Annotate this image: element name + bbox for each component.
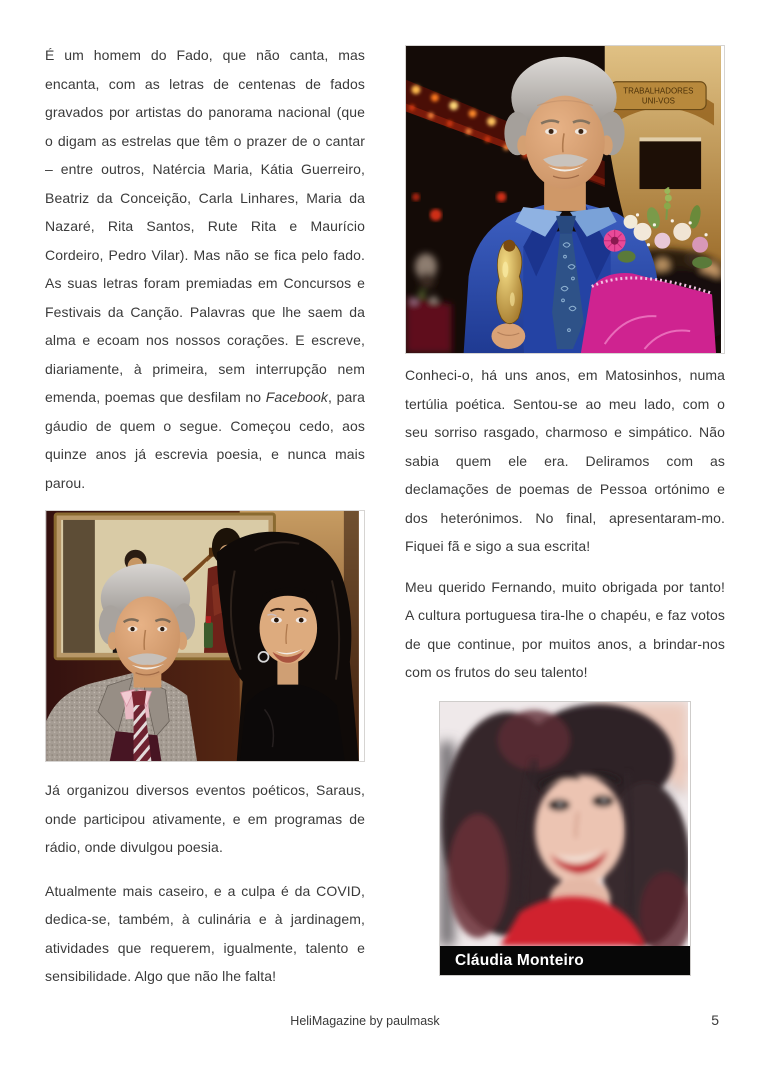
left-column xyxy=(45,41,365,991)
photo-couple-fado-painting xyxy=(45,510,365,762)
photo-portrait-block xyxy=(439,701,691,976)
portrait-caption: Cláudia Monteiro xyxy=(440,946,690,975)
right-column xyxy=(405,45,725,976)
left-paragraph-3: Atualmente mais caseiro, e a culpa é da COVID, dedica-se, também, à culinária e à jardinagem, atividades que requerem, igualmente, talento e sensibilidade. Algo que não lhe falta! xyxy=(45,882,365,984)
venue-sign-line2: UNI-VOS xyxy=(641,96,675,106)
page-number: 5 xyxy=(711,1012,719,1028)
left-paragraph-1-tail: , para gáudio de quem o segue. Começou cedo, aos quinze anos já escrevia poesia, e nunca mais parou. xyxy=(45,389,365,491)
venue-sign-line1: TRABALHADORES xyxy=(623,86,694,96)
right-paragraph-2: Meu querido Fernando, muito obrigada por tanto! A cultura portuguesa tira-lhe o chapéu, e faz votos de que continue, por muitos anos, a brindar-nos com os frutos do seu talento! xyxy=(405,578,725,680)
left-paragraph-1 xyxy=(45,41,365,497)
venue-sign xyxy=(611,82,706,110)
photo-portrait-illustration xyxy=(440,702,688,946)
photo-award-illustration xyxy=(406,46,721,353)
photo-couple-illustration xyxy=(46,511,359,761)
photo-award-ceremony xyxy=(405,45,725,354)
facebook-italic-word: Facebook xyxy=(265,389,329,405)
left-paragraph-2: Já organizou diversos eventos poéticos, Saraus, onde participou ativamente, e em programas de rádio, onde divulgou poesia. xyxy=(45,782,365,855)
left-paragraph-1-text: É um homem do Fado, que não canta, mas encanta, com as letras de centenas de fados gravados por artistas do panorama nacional (que o digam as estrelas que têm o prazer de o cantar – entre outros, Natércia Maria, Kátia Guerreiro, Beatriz da Conceição, Carla Linhares, Maria da Nazaré, Rita Santos, Rute Rita e Maurício Cordeiro, Pedro Vilar). Mas não se fica pelo fado. As suas letras foram premiadas em Concursos e Festivais da Canção. Palavras que lhe saem da alma e ecoam nos nossos corações. E escreve, diariamente, à primeira, sem interrupção nem emenda, poemas que desfilam no xyxy=(45,47,365,405)
footer-credit: HeliMagazine by paulmask xyxy=(290,1014,440,1028)
right-paragraph-1: Conheci-o, há uns anos, em Matosinhos, numa tertúlia poética. Sentou-se ao meu lado, com o seu sorriso rasgado, charmoso e simpático. Não sabia quem ele era. Deliramos com as declamações de poemas de Pessoa ortónimo e dos heterónimos. No final, apresentaram-mo. Fiquei fã e sigo a sua escrita! xyxy=(405,367,725,554)
